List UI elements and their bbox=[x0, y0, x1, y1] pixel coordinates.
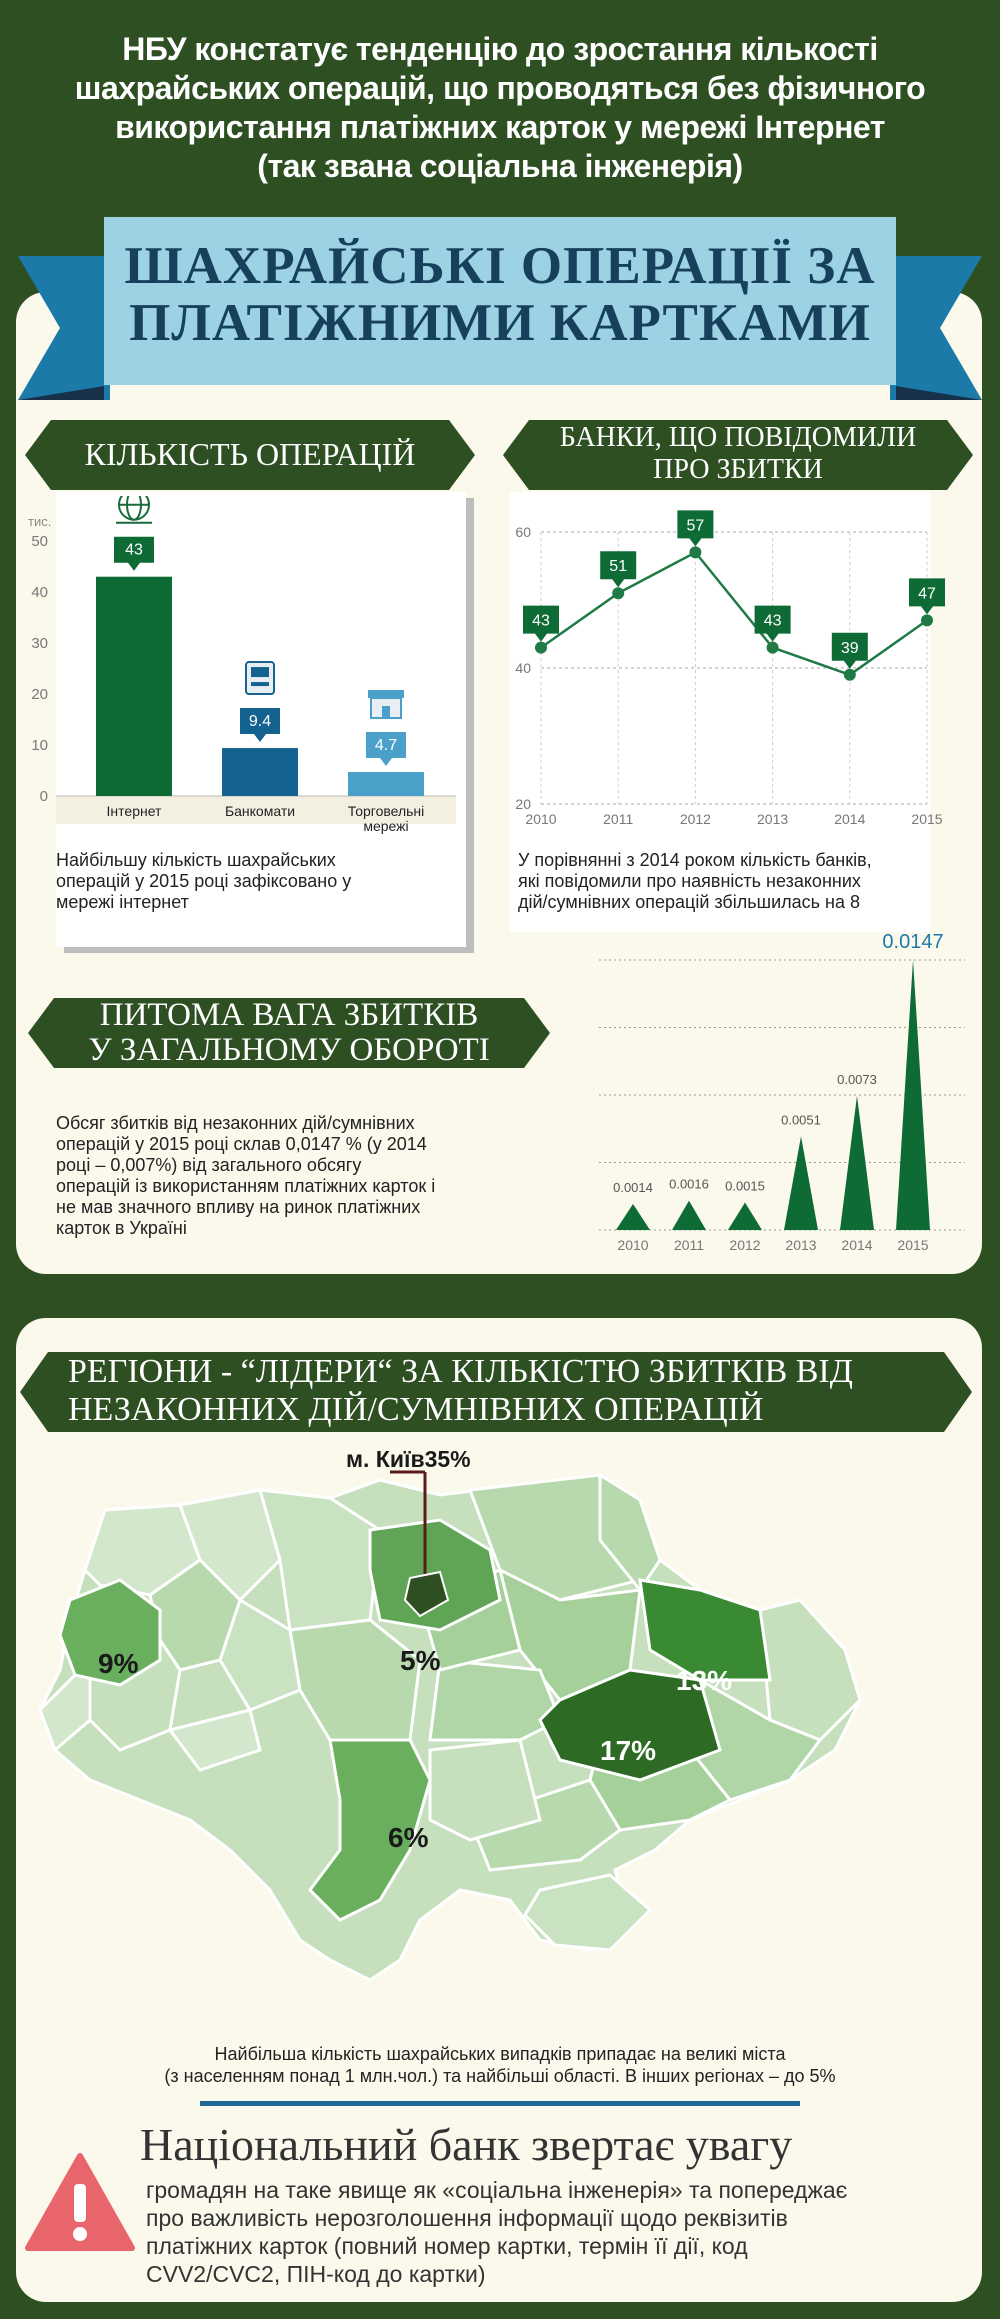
warning-line-4: CVV2/CVC2, ПІН-код до картки) bbox=[146, 2261, 486, 2287]
ops-category-label: мережі bbox=[363, 818, 409, 834]
share-title-line-1: ПИТОМА ВАГА ЗБИТКІВ bbox=[99, 997, 479, 1033]
banks-point bbox=[921, 614, 933, 626]
share-bar bbox=[616, 1204, 650, 1230]
share-value-label: 0.0014 bbox=[613, 1180, 653, 1195]
regions-caption bbox=[60, 2043, 940, 2087]
map-label-lviv: 9% bbox=[98, 1648, 139, 1679]
ops-title: КІЛЬКІСТЬ ОПЕРАЦІЙ bbox=[84, 436, 416, 472]
header-line-4: (так звана соціальна інженерія) bbox=[257, 148, 743, 184]
ops-value-label: 4.7 bbox=[374, 737, 398, 755]
share-bar bbox=[784, 1136, 818, 1230]
share-bar bbox=[728, 1202, 762, 1230]
share-value-label: 0.0147 bbox=[882, 931, 944, 953]
ops-y-tick: 30 bbox=[31, 635, 48, 652]
ops-caption-line-2: операцій у 2015 році зафіксовано у bbox=[56, 871, 352, 891]
ops-value-label: 43 bbox=[125, 541, 143, 559]
banks-point bbox=[612, 587, 624, 599]
atm-icon bbox=[246, 662, 274, 694]
ops-category-label: Торговельні bbox=[347, 803, 425, 819]
map-region-kirovohrad bbox=[430, 1660, 560, 1740]
map-label-dnipro: 17% bbox=[600, 1735, 657, 1766]
banks-point bbox=[844, 669, 856, 681]
banks-title-line-2: ПРО ЗБИТКИ bbox=[653, 454, 823, 485]
ops-value-label: 9.4 bbox=[248, 713, 272, 731]
regions-divider bbox=[200, 2101, 800, 2106]
banks-value-label: 57 bbox=[686, 517, 705, 535]
share-caption-line-1: Обсяг збитків від незаконних дій/сумнівних bbox=[56, 1113, 415, 1133]
ops-category-label: Інтернет bbox=[106, 803, 162, 819]
ops-caption bbox=[56, 850, 456, 913]
ops-y-tick: 0 bbox=[39, 788, 48, 805]
ops-caption-line-3: мережі інтернет bbox=[56, 892, 189, 912]
warning-line-1: громадян на таке явище як «соціальна інженерія» та попереджає bbox=[146, 2177, 848, 2203]
ops-y-tick: 40 bbox=[31, 584, 48, 601]
banks-value-label: 39 bbox=[840, 639, 859, 657]
main-banner-line-1: ШАХРАЙСЬКІ ОПЕРАЦІЇ ЗА bbox=[124, 237, 876, 295]
banks-caption-line-1: У порівнянні з 2014 роком кількість банків, bbox=[518, 850, 872, 870]
banks-line-chart bbox=[505, 496, 945, 836]
header-line-1: НБУ констатує тенденцію до зростання кількості bbox=[122, 31, 878, 67]
share-caption-line-2: операцій у 2015 році склав 0,0147 % (у 2014 bbox=[56, 1134, 427, 1154]
banks-caption-line-2: які повідомили про наявність незаконних bbox=[518, 871, 861, 891]
banks-value-label: 51 bbox=[609, 558, 628, 576]
banks-point bbox=[767, 642, 779, 654]
regions-caption-line-1: Найбільша кількість шахрайських випадків припадає на великі міста bbox=[214, 2044, 786, 2064]
ops-y-unit: тис. bbox=[28, 514, 52, 529]
map-region-mykolaiv bbox=[430, 1740, 540, 1840]
regions-title bbox=[68, 1353, 948, 1429]
share-caption bbox=[56, 1113, 496, 1239]
share-value-label: 0.0051 bbox=[781, 1112, 821, 1128]
share-x-tick: 2013 bbox=[785, 1237, 817, 1253]
banks-x-tick: 2011 bbox=[603, 811, 634, 827]
share-caption-line-3: році – 0,007%) від загального обсягу bbox=[56, 1155, 362, 1175]
banks-x-tick: 2010 bbox=[525, 811, 557, 827]
ops-bar bbox=[348, 772, 424, 796]
share-bar bbox=[672, 1201, 706, 1230]
share-title-line-2: У ЗАГАЛЬНОМУ ОБОРОТІ bbox=[88, 1032, 490, 1068]
shop-icon bbox=[368, 690, 404, 718]
ukraine-map bbox=[0, 1420, 1000, 2040]
ops-caption-line-1: Найбільшу кількість шахрайських bbox=[56, 850, 336, 870]
banks-title-line-1: БАНКИ, ЩО ПОВІДОМИЛИ bbox=[559, 422, 917, 453]
share-x-tick: 2014 bbox=[841, 1237, 873, 1253]
main-banner-title bbox=[104, 238, 896, 352]
banks-x-tick: 2013 bbox=[757, 811, 789, 827]
banks-x-tick: 2015 bbox=[911, 811, 943, 827]
banks-caption bbox=[518, 850, 938, 913]
banks-caption-line-3: дій/сумнівних операцій збільшилась на 8 bbox=[518, 892, 860, 912]
globe-icon bbox=[116, 496, 152, 523]
share-caption-line-6: карток в Україні bbox=[56, 1218, 187, 1238]
map-label-kharkiv: 13% bbox=[676, 1665, 733, 1696]
kyiv-label: м. Київ35% bbox=[346, 1446, 471, 1472]
banks-value-label: 47 bbox=[918, 585, 936, 603]
banks-y-tick: 60 bbox=[515, 524, 531, 540]
banks-x-tick: 2012 bbox=[679, 811, 711, 827]
header-line-3: використання платіжних карток у мережі Інтернет bbox=[115, 109, 885, 145]
banks-point bbox=[689, 546, 701, 558]
banks-y-tick: 20 bbox=[515, 796, 531, 812]
warning-title: Національний банк звертає увагу bbox=[140, 2119, 793, 2170]
banks-value-label: 43 bbox=[763, 612, 782, 630]
map-label-kyiv-oblast: 5% bbox=[400, 1645, 441, 1676]
header-line-2: шахрайських операцій, що проводяться без фізичного bbox=[74, 70, 926, 106]
operations-bar-chart bbox=[16, 496, 466, 846]
share-peak-chart bbox=[585, 915, 970, 1260]
regions-title-line-2: НЕЗАКОННИХ ДІЙ/СУМНІВНИХ ОПЕРАЦІЙ bbox=[68, 1391, 764, 1428]
main-banner-line-2: ПЛАТІЖНИМИ КАРТКАМИ bbox=[129, 294, 871, 352]
warning-line-3: платіжних карток (повний номер картки, термін її дії, код bbox=[146, 2233, 748, 2259]
share-value-label: 0.0015 bbox=[725, 1178, 765, 1194]
share-x-tick: 2015 bbox=[897, 1237, 929, 1253]
page-header bbox=[30, 30, 970, 186]
ops-bar bbox=[222, 748, 298, 796]
banks-point bbox=[535, 642, 547, 654]
regions-caption-line-2: (з населенням понад 1 млн.чол.) та найбільші області. В інших регіонах – до 5% bbox=[164, 2066, 836, 2086]
ops-y-tick: 50 bbox=[31, 533, 48, 550]
ops-category-label: Банкомати bbox=[224, 803, 296, 819]
warning-text bbox=[146, 2176, 966, 2288]
share-x-tick: 2012 bbox=[729, 1237, 761, 1253]
share-caption-line-5: не мав значного впливу на ринок платіжних bbox=[56, 1197, 421, 1217]
banks-x-tick: 2014 bbox=[834, 811, 866, 827]
banks-value-label: 43 bbox=[532, 612, 550, 630]
banks-y-tick: 40 bbox=[515, 660, 531, 676]
share-caption-line-4: операцій із використанням платіжних карток і bbox=[56, 1176, 436, 1196]
map-label-odesa: 6% bbox=[388, 1822, 429, 1853]
share-x-tick: 2010 bbox=[617, 1237, 649, 1253]
ops-y-tick: 10 bbox=[31, 737, 48, 754]
ops-y-tick: 20 bbox=[31, 686, 48, 703]
share-title bbox=[28, 998, 550, 1068]
share-x-tick: 2011 bbox=[673, 1237, 705, 1253]
regions-title-line-1: РЕГІОНИ - “ЛІДЕРИ“ ЗА КІЛЬКІСТЮ ЗБИТКІВ ВІД bbox=[68, 1353, 853, 1390]
warning-line-2: про важливість нерозголошення інформації щодо реквізитів bbox=[146, 2205, 788, 2231]
banks-line bbox=[541, 552, 927, 674]
share-value-label: 0.0016 bbox=[669, 1176, 709, 1192]
banks-title bbox=[503, 422, 973, 486]
warning-icon bbox=[24, 2152, 136, 2252]
ops-bar bbox=[96, 577, 172, 796]
share-value-label: 0.0073 bbox=[837, 1071, 877, 1087]
